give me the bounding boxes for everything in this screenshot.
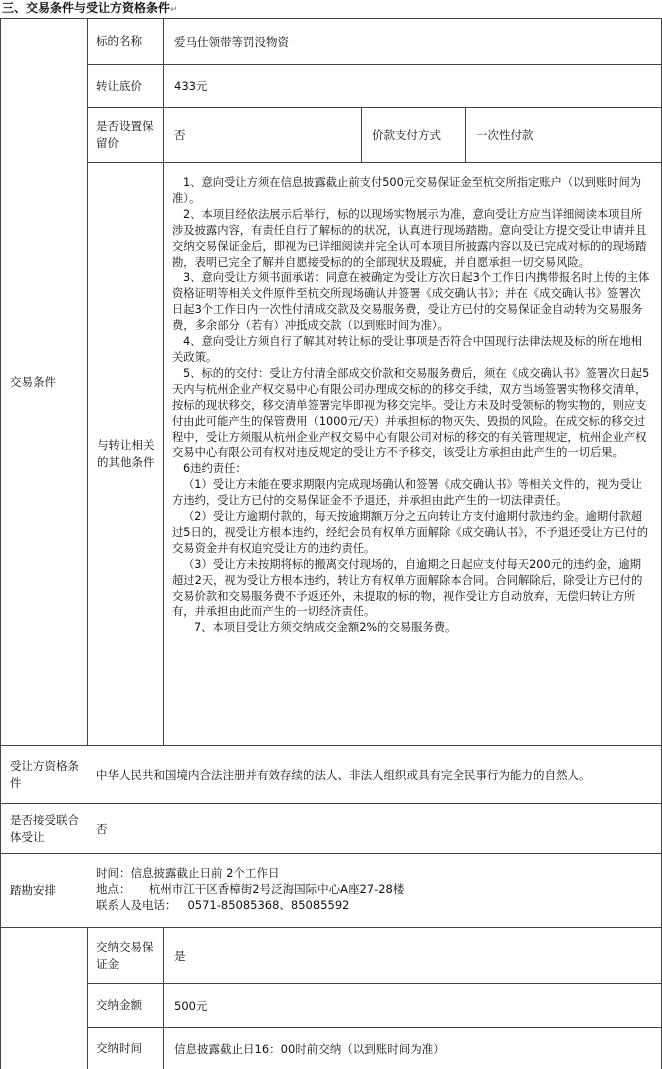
deposit-required-value: 是 [174,948,186,963]
condition-paragraph-3: 3、意向受让方须书面承诺：同意在被确定为受让方次日起3个工作日内携带报名时上传的主体资格证明等相关文件原件至杭交所现场确认并签署《成交确认书》；并在《成交确认书》签署次日起3个工作日内一次性付清成交款及交易服务费，受让方已付的交易保证金自动转为交易服务费，多余部分（若有）冲抵成交款（以到账时间为准）。 [172,271,650,333]
inspection-address: 地点： 杭州市江干区香樟街2号泛海国际中心A座27-28楼 [96,882,405,896]
paragraph-mark-icon: ↵ [170,5,178,15]
has-reserve-value: 否 [174,128,186,142]
reserve-price-value: 433元 [174,79,208,93]
joint-bid-label: 是否接受联合体受让 [10,812,79,844]
condition-paragraph-4: 4、意向受让方须自行了解其对转让标的受让事项是否符合中国现行法律法规及标的所在地相关政策。 [172,335,643,364]
condition-paragraph-8: （2）受让方逾期付款的，每天按逾期额万分之五向转让方支付逾期付款违约金。逾期付款超过5日的，视受让方根本违约，经纪会员有权单方面解除《成交确认书》，不予退还受让方已付的交易资金并有权追究受让方的违约责任。 [172,510,649,555]
condition-paragraph-2: 2、本项目经依法展示后举行，标的以现场实物展示为准，意向受让方应当详细阅读本项目所涉及披露内容，有责任自行了解标的的状况，认真进行现场踏勘。意向受让方提交受让申请并且交纳交易保证金后，即视为已详细阅读并完全认可本项目所披露内容以及已完成对标的的现场踏勘，表明已完全了解并自愿接受标的的全部现状及瑕疵，并自愿承担一切交易风险。 [172,207,647,269]
section-heading: 三、交易条件与受让方资格条件↵ [2,1,178,15]
inspection-time: 时间：信息披露截止日前 2个工作日 [96,866,280,880]
deposit-time-value: 信息披露截止日16：00时前交纳（以到账时间为准） [174,1041,445,1056]
condition-paragraph-1: 1、意向受让方须在信息披露截止前支付500元交易保证金至杭交所指定账户（以到账时间为准）。 [172,176,642,205]
condition-paragraph-6: 6违约责任： [183,462,247,476]
inspection-details [96,865,641,913]
condition-paragraph-5: 5、标的的交付：受让方付清全部成交价款和交易服务费后，须在《成交确认书》签署次日起5天内与杭州企业产权交易中心有限公司办理成交标的的移交手续，双方当场签署实物移交清单，按标的现状移交，移交清单签署完毕即视为移交完毕。受让方未及时受领标的物实物的，则应支付由此可能产生的保管费用（1000元/天）并承担标的物灭失、毁损的风险。在成交标的移交过程中，受让方须服从杭州企业产权交易中心有限公司对标的移交的有关管理规定，杭州企业产权交易中心有限公司有权对违反规定的受让方不予移交，该受让方承担由此产生的一切后果。 [172,366,650,460]
deposit-amount-label: 交纳金额 [96,998,142,1012]
deposit-amount-value: 500元 [174,998,208,1013]
payment-method-value: 一次性付款 [476,128,534,142]
item-name-label: 标的名称 [96,34,142,48]
condition-paragraph-7: （1）受让方未能在要求期限内完成现场确认和签署《成交确认书》等相关文件的，视为受让方违约，受让方已付的交易保证金不予退还，并承担由此产生的一切法律责任。 [172,478,643,508]
inspection-label: 踏勘安排 [10,883,56,897]
item-name-value: 爱马仕领带等罚没物资 [174,34,289,49]
deposit-required-label: 交纳交易保证金 [96,939,154,971]
reserve-price-label: 转让底价 [96,78,142,93]
other-conditions-label: 与转让相关的其他条件 [97,438,155,469]
qualification-value: 中华人民共和国境内合法注册并有效存续的法人、非法人组织或具有完全民事行为能力的自然人。 [96,767,591,782]
has-reserve-label: 是否设置保留价 [96,119,154,150]
condition-paragraph-9: （3）受让方未按期将标的搬离交付现场的，自逾期之日起应支付每天200元的违约金，逾期超过2天，视为受让方根本违约，转让方有权单方面解除本合同。合同解除后，除受让方已付的交易价款和交易服务费不予返还外，未提取的标的物，视作受让方自动放弃，无偿归转让方所有，并承担由此而产生的一切经济责任。 [172,557,643,619]
deposit-time-label: 交纳时间 [96,1041,142,1055]
condition-paragraph-10: 7、本项目受让方须交纳成交金额2%的交易服务费。 [194,621,457,635]
joint-bid-value: 否 [96,821,108,836]
trade-conditions-label: 交易条件 [10,374,56,389]
inspection-contact: 联系人及电话： 0571-85085368、85085592 [96,898,350,912]
other-conditions-content [172,175,650,636]
payment-method-label: 价款支付方式 [372,128,441,142]
qualification-label: 受让方资格条件 [10,758,79,790]
